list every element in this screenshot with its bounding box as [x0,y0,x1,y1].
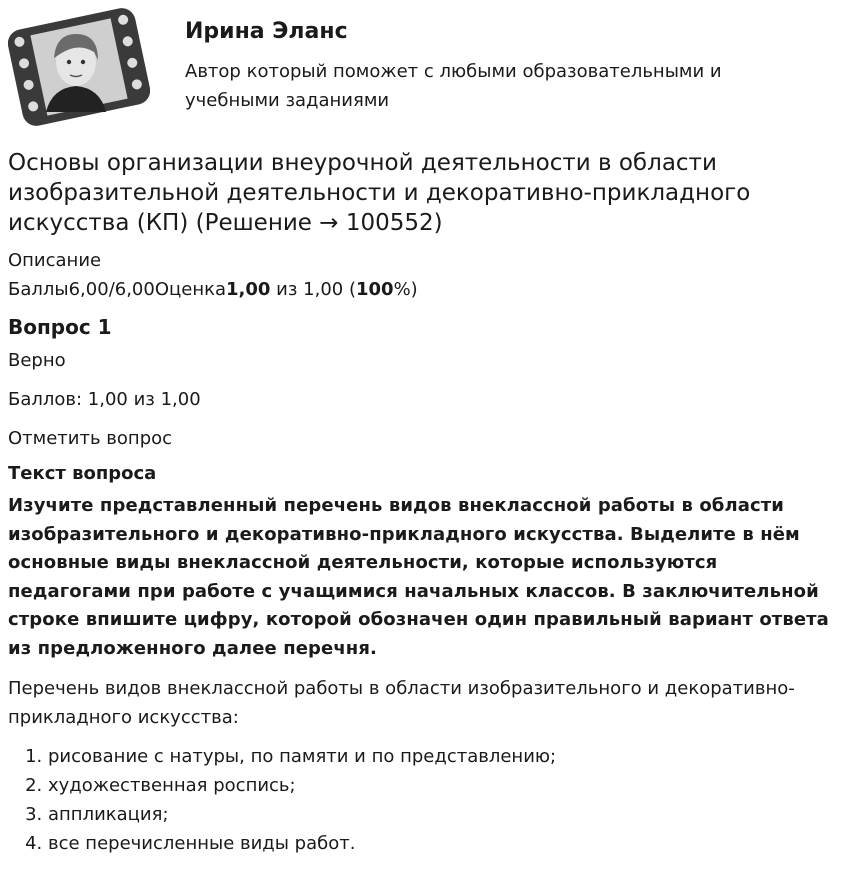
list-item: 1. рисование с натуры, по памяти и по представлению; [48,742,840,771]
main-content [8,148,840,858]
description-label: Описание [8,250,102,271]
question-status: Верно [8,350,66,371]
points-label: Баллы [8,279,69,300]
author-header [8,8,838,128]
list-item: 4. все перечисленные виды работ. [48,829,840,858]
grade-label: Оценка [154,279,227,300]
author-name: Ирина Эланс [185,19,348,44]
question-title: Вопрос 1 [8,315,112,339]
author-description: Автор который поможет с любыми образовательными и учебными заданиями [185,61,722,111]
author-avatar [8,8,150,126]
grade-value: 1,00 [226,279,271,300]
question-score: Баллов: 1,00 из 1,00 [8,389,201,410]
flag-question-link[interactable]: Отметить вопрос [8,428,173,449]
list-item: 2. художественная роспись; [48,771,840,800]
list-item: 3. аппликация; [48,800,840,829]
list-intro: Перечень видов внеклассной работы в области изобразительного и декоративно-прикладного искусства: [8,677,795,728]
question-prompt: Изучите представленный перечень видов внеклассной работы в области изобразительного и декоративно-прикладного искусства. Выделите в нём основные виды внеклассной деятельности, которые используются педагогами при работе с учащимися начальных классов. В заключительной строке впишите цифру, которой обозначен один правильный вариант ответа из предложенного далее перечня. [8,495,829,659]
options-list [8,742,840,858]
question-text-heading: Текст вопроса [8,463,157,484]
grade-of: из 1,00 ( [270,279,356,300]
grade-summary [8,275,840,304]
grade-percent-suffix: %) [393,279,418,300]
document-title: Основы организации внеурочной деятельности в области изобразительной деятельности и декоративно-прикладного искусства (КП) (Решение → 100552) [8,150,751,236]
points-value: 6,00/6,00 [68,279,155,300]
grade-percent: 100 [355,279,394,300]
